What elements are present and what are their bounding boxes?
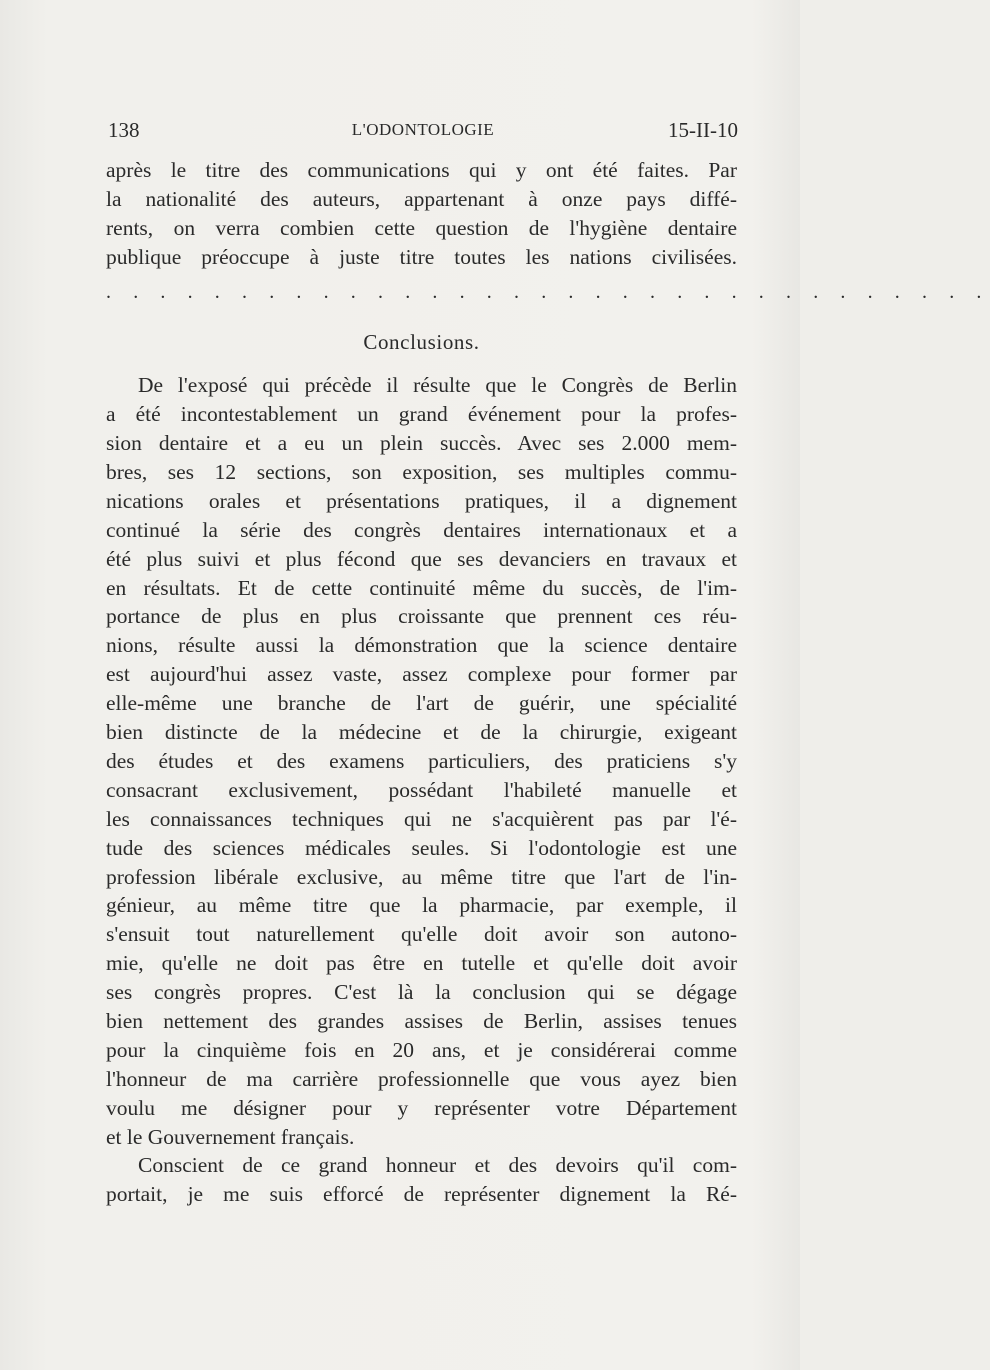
- conclusion-paragraph: [106, 371, 737, 1151]
- text-line: été plus suivi et plus fécond que ses devanciers en travaux et: [106, 546, 737, 571]
- text-line: les connaissances techniques qui ne s'acquièrent pas par l'é-: [106, 806, 737, 831]
- text-line: mie, qu'elle ne doit pas être en tutelle et qu'elle doit avoir: [106, 951, 737, 976]
- text-line: ses congrès propres. C'est là la conclusion qui se dégage: [106, 980, 737, 1005]
- issue-date: 15-II-10: [668, 118, 738, 142]
- text-line: voulu me désigner pour y représenter votre Département: [106, 1095, 737, 1120]
- text-line: génieur, au même titre que la pharmacie, par exemple, il: [106, 893, 737, 918]
- intro-paragraph: [106, 156, 737, 272]
- text-line: sion dentaire et a eu un plein succès. Avec ses 2.000 mem-: [106, 431, 737, 456]
- page-number: 138: [108, 118, 140, 142]
- text-line: après le titre des communications qui y ont été faites. Par: [106, 158, 737, 182]
- text-line: est aujourd'hui assez vaste, assez complexe pour former par: [106, 662, 737, 687]
- text-line: portance de plus en plus croissante que prennent ces réu-: [106, 604, 737, 629]
- text-line: Conscient de ce grand honneur et des devoirs qu'il com-: [138, 1153, 737, 1178]
- ellipsis-separator: . . . . . . . . . . . . . . . . . . . . . . . . . . . . . . . . .: [106, 280, 990, 303]
- text-line: elle-même une branche de l'art de guérir, une spécialité: [106, 691, 737, 716]
- text-line: la nationalité des auteurs, appartenant à onze pays diffé-: [106, 186, 737, 211]
- text-line: l'honneur de ma carrière professionnelle que vous ayez bien: [106, 1066, 737, 1091]
- text-line: rents, on verra combien cette question de l'hygiène dentaire: [106, 215, 737, 240]
- final-paragraph: [106, 1151, 737, 1209]
- text-line: bien nettement des grandes assises de Berlin, assises tenues: [106, 1008, 737, 1033]
- text-line: nications orales et présentations pratiques, il a dignement: [106, 488, 737, 513]
- text-line: bien distincte de la médecine et de la chirurgie, exigeant: [106, 720, 737, 745]
- text-line: s'ensuit tout naturellement qu'elle doit avoir son autono-: [106, 922, 737, 947]
- section-heading: Conclusions.: [363, 330, 480, 355]
- text-line: consacrant exclusivement, possédant l'habileté manuelle et: [106, 777, 737, 802]
- text-line: a été incontestablement un grand événement pour la profes-: [106, 402, 737, 427]
- text-line: en résultats. Et de cette continuité même du succès, de l'im-: [106, 575, 737, 600]
- journal-title: L'ODONTOLOGIE: [351, 120, 495, 139]
- text-line: continué la série des congrès dentaires internationaux et a: [106, 517, 737, 542]
- text-line: des études et des examens particuliers, des praticiens s'y: [106, 748, 737, 773]
- text-line: et le Gouvernement français.: [106, 1124, 355, 1149]
- text-line: portait, je me suis efforcé de représenter dignement la Ré-: [106, 1182, 737, 1207]
- text-line: De l'exposé qui précède il résulte que le Congrès de Berlin: [138, 373, 737, 398]
- text-line: tude des sciences médicales seules. Si l'odontologie est une: [106, 835, 737, 860]
- text-line: bres, ses 12 sections, son exposition, ses multiples commu-: [106, 460, 737, 485]
- running-head: [108, 118, 738, 148]
- text-line: pour la cinquième fois en 20 ans, et je considérerai comme: [106, 1037, 737, 1062]
- text-line: profession libérale exclusive, au même titre que l'art de l'in-: [106, 864, 737, 889]
- text-line: nions, résulte aussi la démonstration que la science dentaire: [106, 633, 737, 658]
- body-text: [106, 156, 990, 1209]
- text-line: publique préoccupe à juste titre toutes les nations civilisées.: [106, 244, 737, 269]
